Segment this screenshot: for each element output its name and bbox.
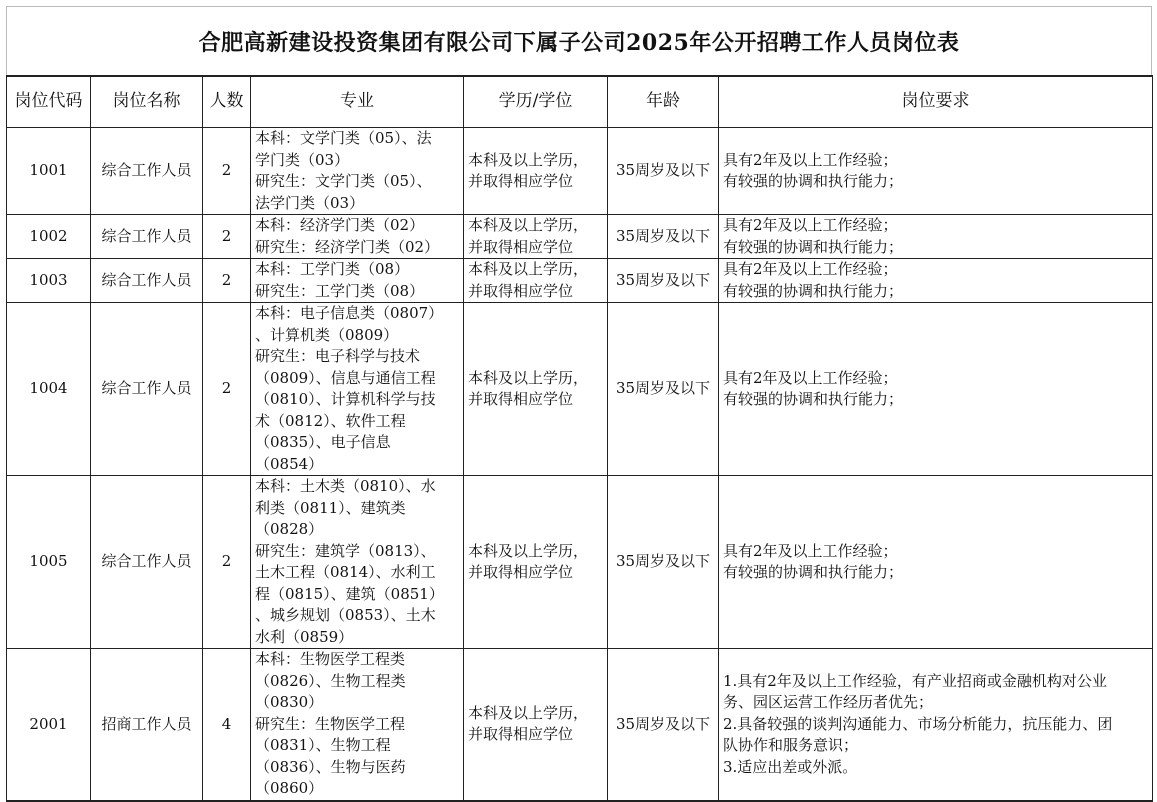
header-major: 专业	[251, 76, 464, 128]
education-cell: 本科及以上学历， 并取得相应学位	[464, 215, 608, 259]
education-cell: 本科及以上学历， 并取得相应学位	[464, 303, 608, 476]
requirements-cell: 具有2年及以上工作经验； 有较强的协调和执行能力；	[719, 259, 1153, 303]
education-cell: 本科及以上学历， 并取得相应学位	[464, 476, 608, 649]
requirements-cell: 1.具有2年及以上工作经验，有产业招商或金融机构对公业 务、园区运营工作经历者优先； 2.具备较强的谈判沟通能力、市场分析能力，抗压能力、团 队协作和服务意识； 3.适应出差或外派。	[719, 649, 1153, 801]
table-row	[7, 649, 1153, 801]
age-cell: 35周岁及以下	[608, 259, 719, 303]
headcount-cell: 4	[203, 649, 251, 801]
position-name-cell: 综合工作人员	[91, 128, 203, 215]
major-cell: 本科：经济学门类（02） 研究生：经济学门类（02）	[251, 215, 464, 259]
header-education: 学历/学位	[464, 76, 608, 128]
table-row	[7, 128, 1153, 215]
positions-table	[6, 75, 1153, 802]
major-cell: 本科：工学门类（08） 研究生：工学门类（08）	[251, 259, 464, 303]
age-cell: 35周岁及以下	[608, 649, 719, 801]
header-requirements: 岗位要求	[719, 76, 1153, 128]
age-cell: 35周岁及以下	[608, 303, 719, 476]
position-name-cell: 综合工作人员	[91, 476, 203, 649]
table-row	[7, 215, 1153, 259]
table-row	[7, 476, 1153, 649]
requirements-cell: 具有2年及以上工作经验； 有较强的协调和执行能力；	[719, 303, 1153, 476]
headcount-cell: 2	[203, 215, 251, 259]
position-code-cell: 2001	[7, 649, 91, 801]
headcount-cell: 2	[203, 128, 251, 215]
age-cell: 35周岁及以下	[608, 128, 719, 215]
age-cell: 35周岁及以下	[608, 215, 719, 259]
header-name: 岗位名称	[91, 76, 203, 128]
position-code-cell: 1001	[7, 128, 91, 215]
table-row	[7, 259, 1153, 303]
requirements-cell: 具有2年及以上工作经验； 有较强的协调和执行能力；	[719, 476, 1153, 649]
table-row	[7, 303, 1153, 476]
education-cell: 本科及以上学历， 并取得相应学位	[464, 128, 608, 215]
major-cell: 本科：生物医学工程类 （0826）、生物工程类 （0830） 研究生：生物医学工程 （0831）、生物工程 （0836）、生物与医药 （0860）	[251, 649, 464, 801]
headcount-cell: 2	[203, 259, 251, 303]
position-code-cell: 1005	[7, 476, 91, 649]
page-title: 合肥高新建设投资集团有限公司下属子公司2025年公开招聘工作人员岗位表	[6, 6, 1152, 75]
major-cell: 本科：文学门类（05）、法 学门类（03） 研究生：文学门类（05）、 法学门类（03）	[251, 128, 464, 215]
requirements-cell: 具有2年及以上工作经验； 有较强的协调和执行能力；	[719, 128, 1153, 215]
major-cell: 本科：电子信息类（0807） 、计算机类（0809） 研究生：电子科学与技术 （0809）、信息与通信工程 （0810）、计算机科学与技 术（0812）、软件工程 （0835）、电子信息 （0854）	[251, 303, 464, 476]
major-cell: 本科：土木类（0810）、水 利类（0811）、建筑类 （0828） 研究生：建筑学（0813）、 土木工程（0814）、水利工 程（0815）、建筑（0851） 、城乡规划（0853）、土木 水利（0859）	[251, 476, 464, 649]
header-code: 岗位代码	[7, 76, 91, 128]
requirements-cell: 具有2年及以上工作经验； 有较强的协调和执行能力；	[719, 215, 1153, 259]
position-name-cell: 综合工作人员	[91, 215, 203, 259]
position-name-cell: 综合工作人员	[91, 303, 203, 476]
headcount-cell: 2	[203, 303, 251, 476]
education-cell: 本科及以上学历， 并取得相应学位	[464, 649, 608, 801]
header-row	[7, 76, 1153, 128]
job-table-document	[6, 6, 1152, 802]
position-code-cell: 1003	[7, 259, 91, 303]
header-age: 年龄	[608, 76, 719, 128]
education-cell: 本科及以上学历， 并取得相应学位	[464, 259, 608, 303]
position-code-cell: 1002	[7, 215, 91, 259]
header-count: 人数	[203, 76, 251, 128]
position-name-cell: 综合工作人员	[91, 259, 203, 303]
headcount-cell: 2	[203, 476, 251, 649]
age-cell: 35周岁及以下	[608, 476, 719, 649]
position-name-cell: 招商工作人员	[91, 649, 203, 801]
position-code-cell: 1004	[7, 303, 91, 476]
